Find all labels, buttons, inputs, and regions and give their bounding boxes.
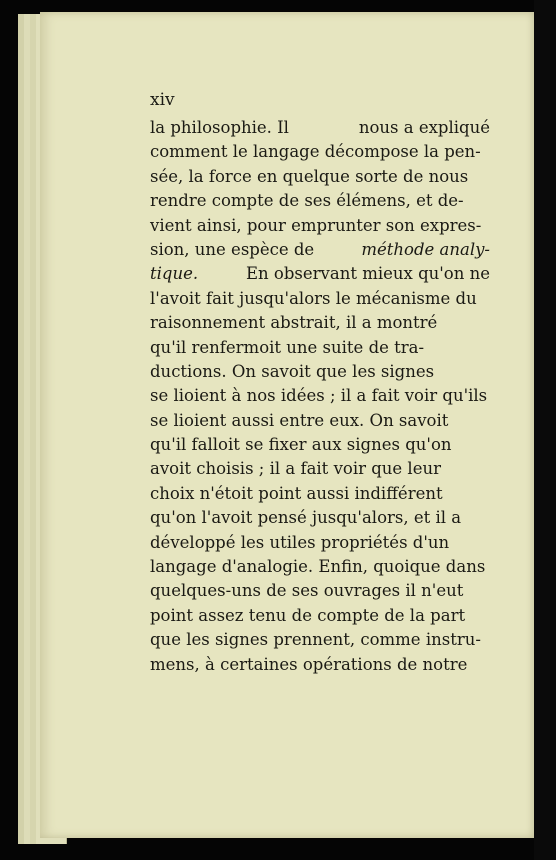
facing-page-edge [534, 0, 556, 860]
text-line [150, 531, 490, 555]
text-run: l'avoit fait jusqu'alors le mécanisme du [150, 288, 477, 308]
text-run: qu'on l'avoit pensé jusqu'alors, et il a [150, 508, 462, 528]
text-run: langage d'analogie. Enfin, quoique dans [150, 557, 486, 577]
text-run: se lioient à nos idées ; il a fait voir qu'ils [150, 386, 488, 406]
text-line [150, 360, 490, 384]
text-line [150, 140, 490, 164]
text-run: rendre compte de ses élémens, et de- [150, 191, 464, 211]
text-run: raisonnement abstrait, il a montré [150, 313, 438, 333]
text-run: se lioient aussi entre eux. On savoit [150, 410, 449, 430]
text-run: développé les utiles propriétés d'un [150, 532, 450, 552]
text-line [150, 457, 490, 481]
text-run: avoit choisis ; il a fait voir que leur [150, 459, 441, 479]
text-run: la philosophie. Il [150, 118, 289, 137]
text-line [150, 262, 490, 286]
text-run: vient ainsi, pour emprunter son expres- [150, 215, 482, 235]
text-line [150, 214, 490, 238]
body-text [150, 116, 490, 677]
text-line [150, 116, 490, 140]
text-line [150, 238, 490, 262]
italic-text-run: tique. [150, 264, 199, 284]
text-line [150, 628, 490, 652]
text-line [150, 409, 490, 433]
text-line [150, 433, 490, 457]
text-run: qu'il renfermoit une suite de tra- [150, 337, 425, 357]
italic-text-run: méthode analy- [361, 239, 490, 259]
text-run: qu'il falloit se fixer aux signes qu'on [150, 435, 452, 455]
text-line [150, 311, 490, 335]
text-line [150, 604, 490, 628]
text-line [150, 189, 490, 213]
text-run: nous a expliqué [358, 118, 490, 137]
text-run: que les signes prennent, comme instru- [150, 630, 481, 650]
text-run: sion, une espèce de [150, 239, 315, 259]
text-line [150, 555, 490, 579]
text-line [150, 336, 490, 360]
text-run: quelques-uns de ses ouvrages il n'eut [150, 581, 464, 601]
text-run: comment le langage décompose la pen- [150, 142, 481, 162]
text-run: point assez tenu de compte de la part [150, 605, 466, 625]
text-run: En observant mieux qu'on ne [246, 264, 490, 284]
text-run: mens, à certaines opérations de notre [150, 654, 468, 674]
text-run: choix n'étoit point aussi indifférent [150, 483, 443, 503]
text-run: sée, la force en quelque sorte de nous [150, 166, 469, 186]
text-line [150, 579, 490, 603]
text-line [150, 165, 490, 189]
text-line [150, 653, 490, 677]
page-number: xiv [150, 90, 175, 110]
text-line [150, 482, 490, 506]
text-run: ductions. On savoit que les signes [150, 361, 435, 381]
text-line [150, 506, 490, 530]
text-line [150, 287, 490, 311]
text-line [150, 384, 490, 408]
